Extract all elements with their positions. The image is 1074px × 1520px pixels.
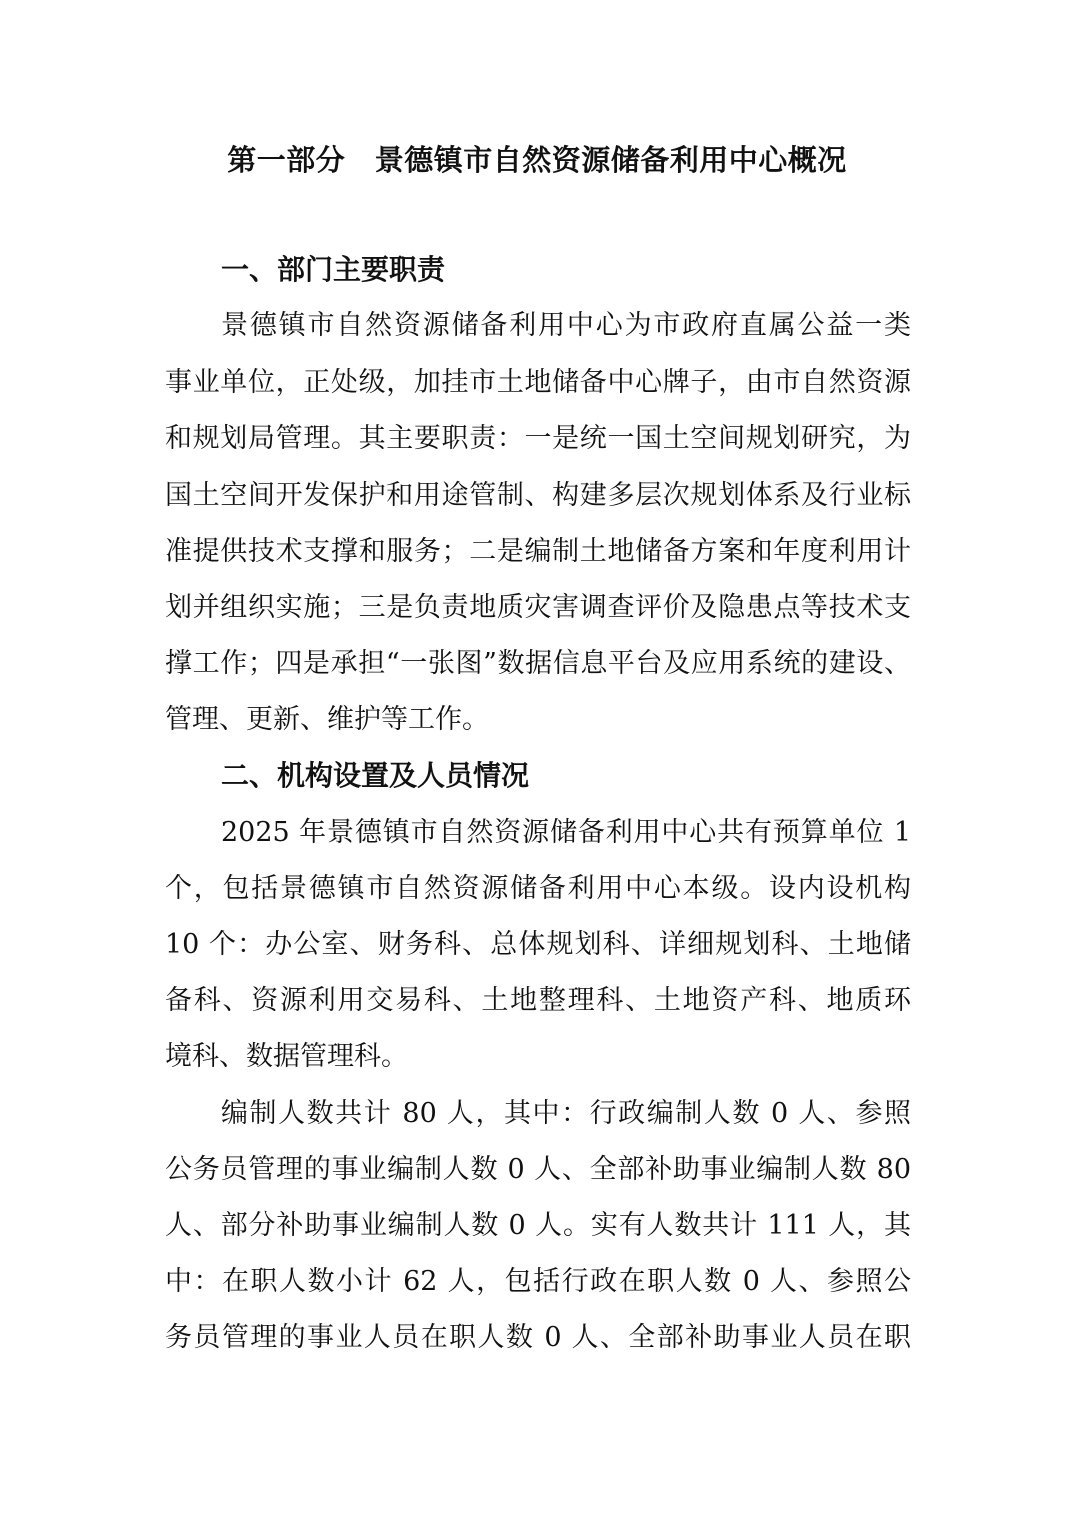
paragraph-line: 和规划局管理。其主要职责：一是统一国土空间规划研究，为 — [165, 423, 911, 454]
paragraph-line: 准提供技术支撑和服务；二是编制土地储备方案和年度利用计 — [165, 536, 911, 567]
paragraph-line: 划并组织实施；三是负责地质灾害调查评价及隐患点等技术支 — [165, 592, 911, 623]
paragraph-line: 撑工作；四是承担“一张图”数据信息平台及应用系统的建设、 — [165, 648, 911, 679]
paragraph-line: 事业单位，正处级，加挂市土地储备中心牌子，由市自然资源 — [165, 367, 911, 398]
paragraph-line: 务员管理的事业人员在职人数 0 人、全部补助事业人员在职 — [165, 1322, 911, 1353]
paragraph-line: 管理、更新、维护等工作。 — [165, 704, 489, 735]
paragraph-line: 公务员管理的事业编制人数 0 人、全部补助事业编制人数 80 — [165, 1154, 911, 1185]
paragraph-line: 编制人数共计 80 人，其中：行政编制人数 0 人、参照 — [221, 1098, 911, 1129]
paragraph-line: 中：在职人数小计 62 人，包括行政在职人数 0 人、参照公 — [165, 1266, 911, 1297]
section-heading-duties: 一、部门主要职责 — [221, 253, 446, 286]
paragraph-line: 个，包括景德镇市自然资源储备利用中心本级。设内设机构 — [165, 873, 911, 904]
section-heading-organization: 二、机构设置及人员情况 — [221, 759, 530, 792]
page-title: 第一部分 景德镇市自然资源储备利用中心概况 — [227, 143, 847, 177]
paragraph-line: 10 个：办公室、财务科、总体规划科、详细规划科、土地储 — [165, 929, 911, 960]
paragraph-line: 备科、资源利用交易科、土地整理科、土地资产科、地质环 — [165, 985, 911, 1016]
paragraph-line: 2025 年景德镇市自然资源储备利用中心共有预算单位 1 — [221, 817, 911, 848]
paragraph-line: 境科、数据管理科。 — [165, 1041, 408, 1072]
paragraph-line: 国土空间开发保护和用途管制、构建多层次规划体系及行业标 — [165, 480, 911, 511]
paragraph-line: 景德镇市自然资源储备利用中心为市政府直属公益一类 — [221, 310, 911, 341]
paragraph-line: 人、部分补助事业编制人数 0 人。实有人数共计 111 人，其 — [165, 1210, 911, 1241]
